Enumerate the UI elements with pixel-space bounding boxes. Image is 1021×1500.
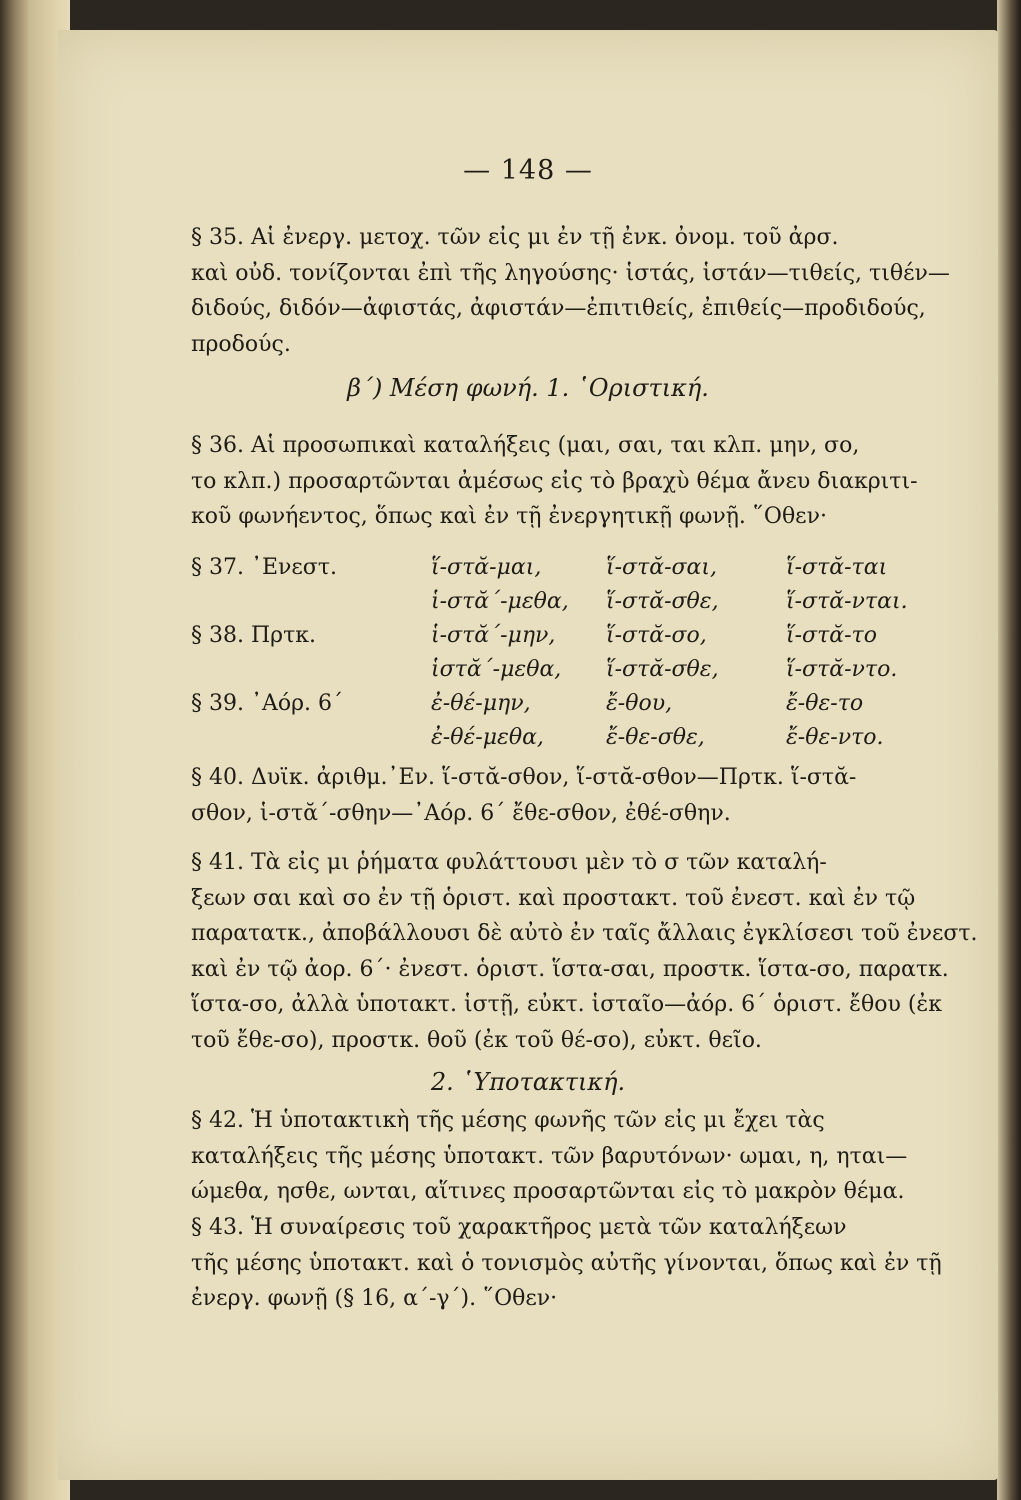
- text-line: ἵστα-σο, ἀλλὰ ὑποτακτ. ἱστῇ, εὐκτ. ἱσταῖο—ἀόρ. 6΄ ὁριστ. ἔθου (ἐκ: [191, 992, 942, 1017]
- text-line: ώμεθα, ησθε, ωνται, αἵτινες προσαρτῶνται εἰς τὸ μακρὸν θέμα.: [191, 1179, 905, 1204]
- text-line: § 41. Τὰ εἰς μι ῥήματα φυλάττουσι μὲν τὸ σ τῶν καταλή-: [191, 850, 827, 875]
- table-cell: ἱ-στᾰ΄-μην,: [431, 622, 556, 648]
- table-cell: [191, 584, 431, 618]
- table-cell: ἵ-στᾰ-νται.: [786, 588, 908, 614]
- text-line: § 40. Δυϊκ. ἀριθμ.᾿Εν. ἵ-στᾰ-σθον, ἵ-στᾰ-σθον—Πρτκ. ἵ-στᾰ-: [191, 765, 857, 790]
- table-cell: ἱστᾰ΄-μεθα,: [431, 656, 562, 682]
- table-cell: ἵ-στᾰ-σθε,: [606, 656, 719, 682]
- table-cell: ἵ-στᾰ-το: [786, 622, 877, 648]
- text-line: κοῦ φωνήεντος, ὅπως καὶ ἐν τῇ ἐνεργητικῇ φωνῇ. ῞Οθεν·: [191, 504, 827, 529]
- table-cell: ἔ-θε-ντο.: [786, 724, 884, 750]
- paragraph-41: [191, 845, 978, 1058]
- table-row: [191, 686, 926, 720]
- table-cell: ἵ-στᾰ-ντο.: [786, 656, 898, 682]
- table-cell: ἱ-στᾰ΄-μεθα,: [431, 588, 569, 614]
- table-cell: § 38. Πρτκ.: [191, 622, 317, 648]
- table-row: [191, 550, 926, 584]
- text-line: καὶ οὐδ. τονίζονται ἐπὶ τῆς ληγούσης· ἱστάς, ἱστάν—τιθείς, τιθέν—: [191, 260, 950, 286]
- section-heading-subjunctive: 2. ῾Υποτακτική.: [430, 1068, 626, 1096]
- table-cell: ἵ-στᾰ-μαι,: [431, 554, 542, 580]
- text-line: § 36. Αἱ προσωπικαὶ καταλήξεις (μαι, σαι, ται κλπ. μην, σο,: [191, 433, 860, 458]
- text-line: ἐνεργ. φωνῇ (§ 16, α΄-γ΄). ῞Οθεν·: [191, 1286, 558, 1311]
- text-line: § 35. Αἱ ἐνεργ. μετοχ. τῶν εἰς μι ἐν τῇ ἐνκ. ὀνομ. τοῦ ἀρσ.: [191, 225, 839, 250]
- text-line: παρατατκ., ἀποβάλλουσι δὲ αὐτὸ ἐν ταῖς ἄλλαις ἐγκλίσεσι τοῦ ἐνεστ.: [191, 921, 978, 946]
- table-cell: ἐ-θέ-μεθα,: [431, 724, 544, 750]
- text-line: καὶ ἐν τῷ ἀορ. 6΄· ἐνεστ. ὁριστ. ἵστα-σαι, προστκ. ἵστα-σο, παρατκ.: [191, 956, 949, 982]
- paragraph-35: [191, 220, 950, 362]
- table-cell: ἵ-στᾰ-σο,: [606, 622, 707, 648]
- table-cell: ἵ-στᾰ-σαι,: [606, 554, 718, 580]
- table-cell: § 39. ᾿Αόρ. 6΄: [191, 690, 344, 716]
- text-line: ξεων σαι καὶ σο ἐν τῇ ὁριστ. καὶ προστακτ. τοῦ ἐνεστ. καὶ ἐν τῷ: [191, 885, 916, 911]
- paragraph-43: [191, 1210, 942, 1317]
- table-row: [191, 584, 926, 618]
- text-line: τοῦ ἔθε-σο), προστκ. θοῦ (ἐκ τοῦ θέ-σο), εὐκτ. θεῖο.: [191, 1027, 762, 1053]
- paragraph-40: [191, 760, 871, 831]
- text-line: σθον, ἱ-στᾰ΄-σθην—᾿Αόρ. 6΄ ἔθε-σθον, ἐθέ-σθην.: [191, 800, 731, 826]
- table-row: [191, 618, 926, 652]
- paragraph-36: [191, 428, 918, 535]
- text-line: § 43. Ἡ συναίρεσις τοῦ χαρακτῆρος μετὰ τῶν καταλήξεων: [191, 1215, 847, 1240]
- table-cell: ἵ-στᾰ-σθε,: [606, 588, 719, 614]
- text-line: προδούς.: [191, 331, 291, 357]
- text-line: καταλήξεις τῆς μέσης ὑποτακτ. τῶν βαρυτόνων· ωμαι, η, ηται—: [191, 1143, 908, 1169]
- table-cell: [191, 720, 431, 754]
- paragraph-42: [191, 1103, 908, 1210]
- book-edge: [997, 0, 1021, 1500]
- table-cell: § 37. ᾿Ενεστ.: [191, 554, 337, 580]
- table-row: [191, 720, 926, 754]
- page-number: — 148 —: [463, 155, 593, 186]
- table-cell: ἐ-θέ-μην,: [431, 690, 531, 716]
- table-cell: ἔ-θου,: [606, 690, 673, 716]
- table-cell: ἵ-στᾰ-ται: [786, 554, 888, 580]
- text-line: τῆς μέσης ὑποτακτ. καὶ ὁ τονισμὸς αὐτῆς γίνονται, ὅπως καὶ ἐν τῇ: [191, 1250, 942, 1276]
- table-cell: [191, 652, 431, 686]
- text-line: § 42. Ἡ ὑποτακτικὴ τῆς μέσης φωνῆς τῶν εἰς μι ἔχει τὰς: [191, 1108, 825, 1133]
- table-row: [191, 652, 926, 686]
- table-cell: ἔ-θε-σθε,: [606, 724, 705, 750]
- text-line: το κλπ.) προσαρτῶνται ἀμέσως εἰς τὸ βραχὺ θέμα ἄνευ διακριτι-: [191, 468, 918, 494]
- book-page: [58, 30, 998, 1480]
- table-cell: ἔ-θε-το: [786, 690, 864, 716]
- text-line: διδούς, διδόν—ἀφιστάς, ἀφιστάν—ἐπιτιθείς, ἐπιθείς—προδιδούς,: [191, 296, 926, 321]
- conjugation-table: [191, 550, 926, 754]
- section-heading-middle-voice: β΄) Μέση φωνή. 1. ῾Οριστική.: [347, 374, 709, 402]
